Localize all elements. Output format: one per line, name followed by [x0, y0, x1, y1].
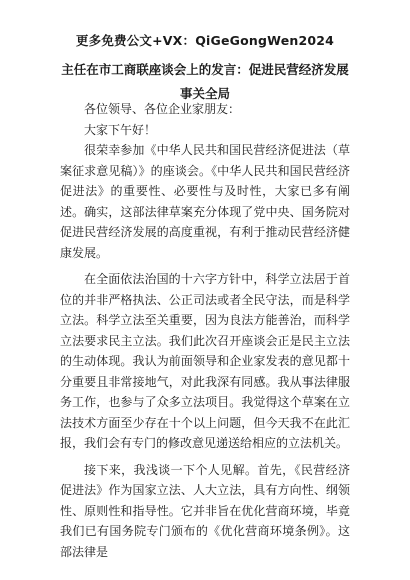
greeting: 各位领导、各位企业家朋友：: [84, 102, 241, 116]
paragraph-1: 很荣幸参加《中华人民共和国民营经济促进法（草案征求意见稿）》的座谈会。《中华人民共和国民营经济促进法》的重要性、必要性与及时性，大家已多有阐述。确实，这部法律草案充分体现了党中央、国务院对促进民营经济发展的高度重视，有利于推动民营经济健康发展。: [60, 143, 350, 260]
promo-banner: 更多免费公文+VX：QiGeGongWen2024: [75, 33, 335, 48]
salutation: 大家下午好！: [84, 122, 157, 137]
document-body: [60, 99, 350, 562]
document-title: 主任在市工商联座谈会上的发言：促进民营经济发展事关全局: [61, 62, 349, 101]
paragraph-3: 接下来，我浅谈一下个人见解。首先，《民营经济促进法》作为国家立法、人大立法，具有方向性、纲领性、原则性和指导性。它并非旨在优化营商环境，毕竟我们已有国务院专门颁布的《优化营商环境条例》。这部法律是: [60, 462, 350, 559]
paragraph-2: 在全面依法治国的十六字方针中，科学立法居于首位的并非严格执法、公正司法或者全民守法，而是科学立法。科学立法至关重要，因为良法方能善治，而科学立法要求民主立法。我们此次召开座谈会正是民主立法的生动体现。我认为前面领导和企业家发表的意见都十分重要且非常接地气，对此我深有同感。我从事法律服务工作，也参与了众多立法项目。我觉得这个草案在立法技术方面至少存在十个以上问题，但今天我不在此汇报，我们会有专门的修改意见递送给相应的立法机关。: [60, 272, 350, 450]
